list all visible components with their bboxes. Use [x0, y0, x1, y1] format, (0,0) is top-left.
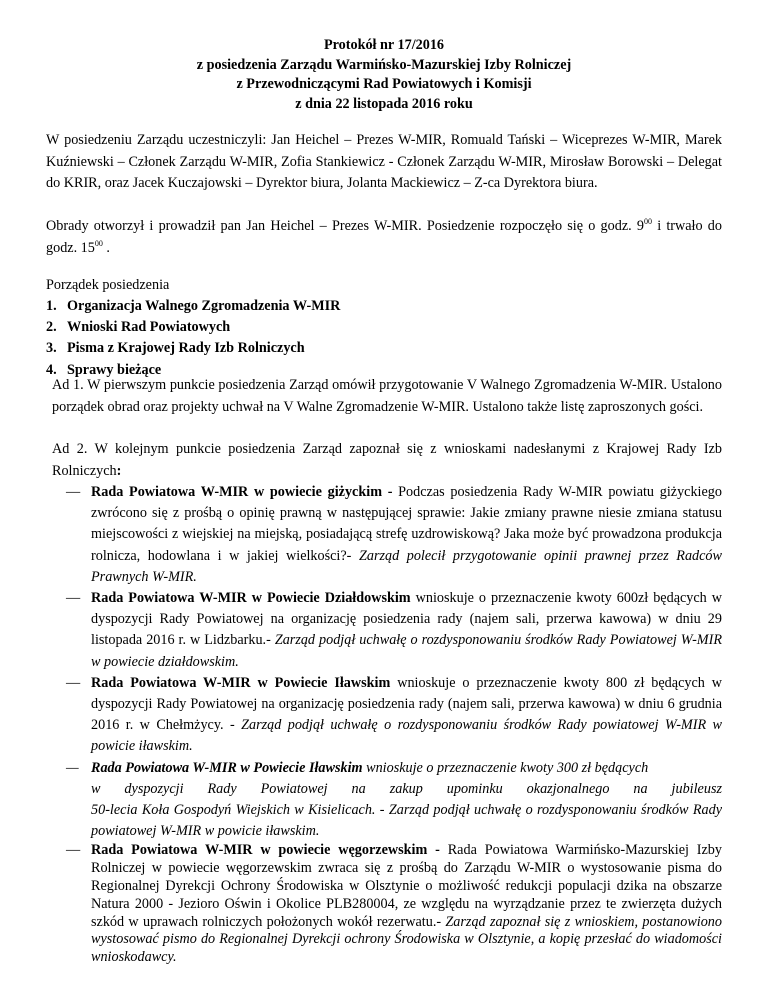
end-time-sup: 00	[94, 238, 103, 248]
motion-body: wnioskuje o przeznaczenie kwoty 800 zł będących w dyspozycji Rady Powiatowej na organizację posiedzenia rady (najem sali, przerwa kawowa) w dniu 6 grudnia 2016 r. w Chełmżycy. -	[91, 674, 722, 734]
agenda-list	[46, 296, 340, 381]
ad1-text: Ad 1. W pierwszym punkcie posiedzenia Zarząd omówił przygotowanie V Walnego Zgromadzenia W-MIR. Ustalono porządek obrad oraz projekty uchwał na V Walne Zgromadzenie W-MIR. Ustalono także listę zaproszonych gości.	[52, 377, 722, 415]
opening-paragraph-block	[46, 173, 722, 259]
motion-body: Podczas posiedzenia Rady W-MIR powiatu giżyckiego zwrócono się z prośbą o opinię prawną w następującej sprawie: Jakie zmiany prawne niesie zmiana statusu miejscowości z wiejskiej na miejską, posiadającą strefę uzdrowiskową? Jaka może być prowadzona produkcja rolnicza, hodowlana i w jakiej wielkości?-	[91, 484, 722, 564]
motion-item	[66, 588, 722, 673]
agenda-item: 1. Organizacja Walnego Zgromadzenia W-MIR	[46, 298, 341, 314]
ad2-colon: :	[116, 462, 122, 479]
motion-title: Rada Powiatowa W-MIR w Powiecie Iławskim	[91, 759, 363, 776]
agenda-item: 2. Wnioski Rad Powiatowych	[46, 319, 231, 336]
motion-body: Rada Powiatowa Warmińsko-Mazurskiej Izby Rolniczej w powiecie węgorzewskim zwraca się z prośbą do Zarządu W-MIR o wystosowanie pisma do Regionalnej Dyrekcji Ochrony Środowiska w Olsztynie o możliwość redukcji populacji dzika na obszarze Natura 2000 - Jezioro Oświn i Okolice PLB280004, ze względu na wyrządzanie przez te zwierzęta dużych szkód w uprawach rolniczych położonych wokół rezerwatu.-	[91, 842, 722, 930]
motion-title: Rada Powiatowa W-MIR w Powiecie Iławskim	[91, 674, 391, 691]
dash-bullet: —	[66, 484, 81, 500]
motion-title: Rada Powiatowa W-MIR w powiecie giżyckim -	[91, 484, 399, 500]
ad2-text: Ad 2. W kolejnym punkcie posiedzenia Zarząd zapoznał się z wnioskami nadesłanymi z Krajowej Rady Izb Rolniczych	[52, 441, 722, 479]
dash-bullet: —	[66, 674, 81, 691]
opening-text: Obrady otworzył i prowadził pan Jan Heichel – Prezes W-MIR. Posiedzenie rozpoczęło się o godz. 9	[46, 218, 644, 234]
motion-item	[66, 482, 722, 588]
motion-body: wnioskuje o przeznaczenie kwoty 600zł będących w dyspozycji Rady Powiatowej na organizację posiedzenia rady (najem sali, przerwa kawowa) w dniu 29 listopada 2016 r. w Lidzbarku.-	[91, 590, 722, 649]
motion-title: Rada Powiatowa W-MIR w powiecie węgorzewskim -	[91, 842, 448, 859]
motion-item	[66, 758, 722, 843]
agenda-item: 3. Pisma z Krajowej Rady Izb Rolniczych	[46, 340, 305, 357]
attendance-text: W posiedzeniu Zarządu uczestniczyli: Jan Heichel – Prezes W-MIR, Romuald Tański – Wiceprezes W-MIR, Marek Kuźniewski – Członek Zarządu W-MIR, Zofia Stankiewicz - Członek Zarządu W-MIR, Mirosław Borowski – Delegat do KRIR, oraz Jacek Kuczajowski – Dyrektor biura, Jolanta Mackiewicz – Z-ca Dyrektora biura.	[46, 132, 722, 191]
motion-title: Rada Powiatowa W-MIR w Powiecie Działdowskim	[91, 590, 411, 607]
agenda-item: 4. Sprawy bieżące	[46, 361, 162, 378]
motion-decision: Zarząd polecił przygotowanie opinii prawnej przez Radców Prawnych W-MIR.	[91, 547, 722, 585]
motion-body-line2: w dyspozycji Rady Powiatowej na zakup upominku okazjonalnego na jubileusz	[91, 780, 722, 797]
motions-list	[66, 482, 722, 967]
motion-item	[66, 673, 722, 758]
protocol-header	[0, 36, 768, 114]
opening-end: .	[102, 239, 110, 256]
motion-decision: Zarząd zapoznał się z wnioskiem, postanowiono wystosować pismo do Regionalnej Dyrekcji ochrony Środowiska w Olsztynie, a kopię przesłać do wiadomości wnioskodawcy.	[91, 913, 722, 966]
ad2-paragraph	[52, 439, 722, 482]
protocol-number: Protokół nr 17/2016	[323, 37, 445, 53]
start-time-sup: 00	[643, 217, 652, 226]
motion-body-rest: 50-lecia Koła Gospodyń Wiejskich w Kisielicach. - Zarząd podjął uchwałę o rozdysponowaniu środków Rady powiatowej W-MIR w powicie iławskim.	[91, 802, 722, 840]
opening-mid: i trwało do godz. 15	[46, 218, 722, 256]
ad1-paragraph	[52, 375, 722, 418]
dash-bullet: —	[66, 759, 79, 776]
motion-item	[66, 842, 722, 967]
dash-bullet: —	[66, 590, 81, 607]
dash-bullet: —	[66, 842, 81, 859]
agenda-heading: Porządek posiedzenia	[46, 277, 170, 293]
protocol-subtitle-2: z Przewodniczącymi Rad Powiatowych i Komisji	[236, 76, 532, 92]
motion-decision: Zarząd podjął uchwałę o rozdysponowaniu środków Rady Powiatowej W-MIR w powiecie działdowskim.	[91, 632, 723, 670]
motion-body-line1: wnioskuje o przeznaczenie kwoty 300 zł będących	[362, 759, 649, 776]
protocol-subtitle: z posiedzenia Zarządu Warmińsko-Mazurskiej Izby Rolniczej	[196, 56, 572, 73]
motion-decision: Zarząd podjął uchwałę o rozdysponowaniu środków Rady powiatowej W-MIR w powicie iławskim.	[91, 717, 723, 755]
protocol-date: z dnia 22 listopada 2016 roku	[295, 95, 473, 112]
